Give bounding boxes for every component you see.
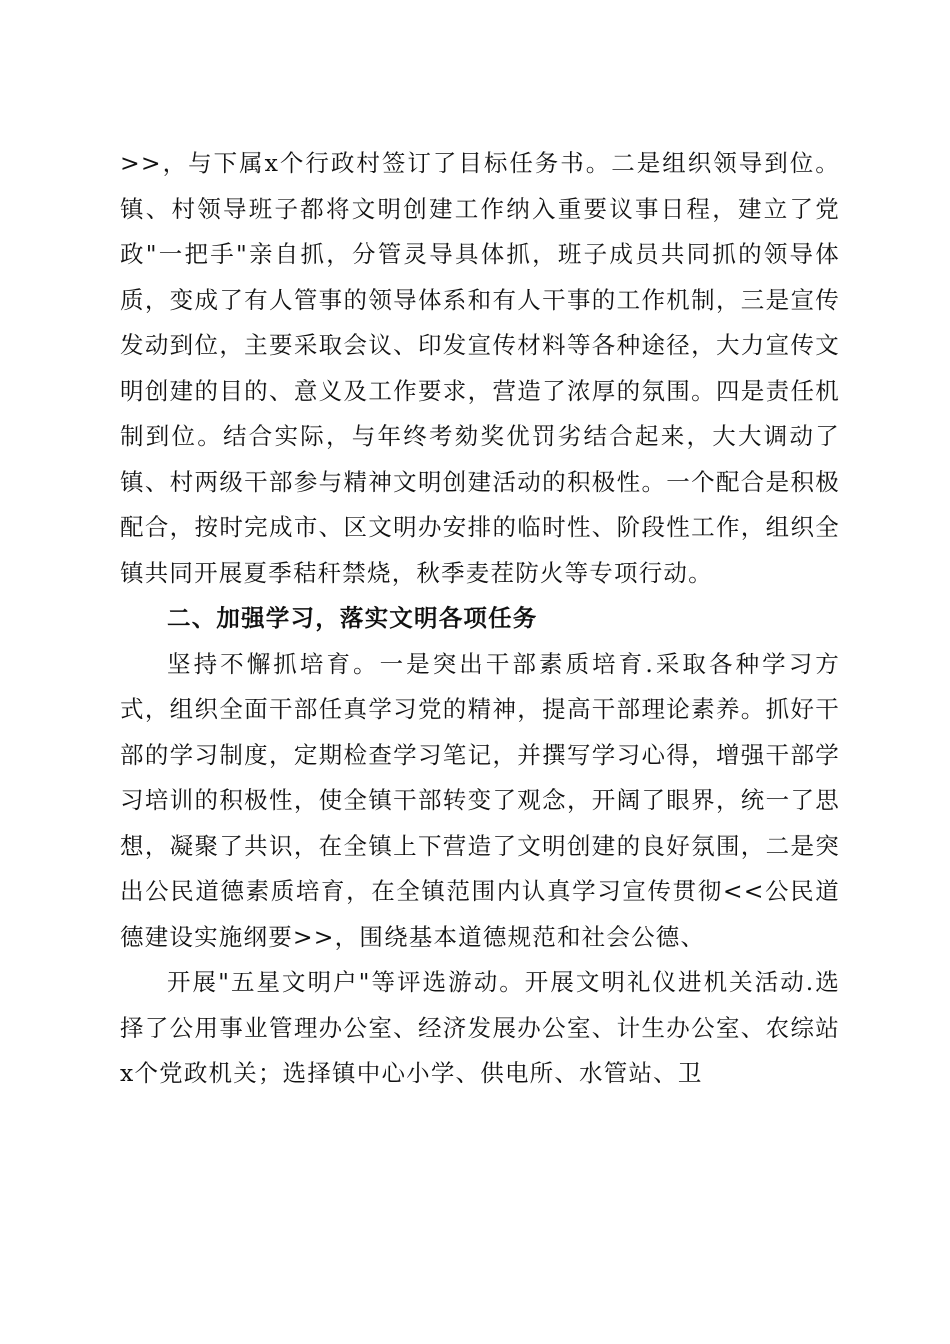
- section-heading: 二、加强学习，落实文明各项任务: [167, 604, 538, 632]
- paragraph-activities: 开展"五星文明户"等评选游动。开展文明礼仪进机关活动.选择了公用事业管理办公室、经济发展办公室、计生办公室、农综站x个党政机关；选择镇中心小学、供电所、水管站、卫: [120, 968, 840, 1087]
- document-body: [120, 141, 840, 1097]
- paragraph-continuation: >>，与下属x个行政村签订了目标任务书。二是组织领导到位。镇、村领导班子都将文明创建工作纳入重要议事日程，建立了党政"一把手"亲自抓，分管灵导具体抓，班子成员共同抓的领导体质，变成了有人管事的领导体系和有人干事的工作机制，三是宣传发动到位，主要采取会议、印发宣传材料等各种途径，大力宣传文明创建的目的、意义及工作要求，营造了浓厚的氛围。四是责任机制到位。结合实际，与年终考劾奖优罚劣结合起来，大大调动了镇、村两级干部参与精神文明创建活动的积极性。一个配合是积极配合，按时完成市、区文明办安排的临时性、阶段性工作，组织全镇共同开展夏季秸秆禁烧，秋季麦茬防火等专项行动。: [120, 149, 840, 587]
- paragraph-training: 坚持不懈抓培育。一是突出干部素质培育.采取各种学习方式，组织全面干部任真学习党的精神，提高干部理论素养。抓好干部的学习制度，定期检查学习笔记，并撰写学习心得，增强干部学习培训的积极性，使全镇干部转变了观念，开阔了眼界，统一了思想，凝聚了共识，在全镇上下营造了文明创建的良好氛围，二是突出公民道德素质培育，在全镇范围内认真学习宣传贯彻<<公民道德建设实施纲要>>，围绕基本道德规范和社会公德、: [120, 649, 840, 951]
